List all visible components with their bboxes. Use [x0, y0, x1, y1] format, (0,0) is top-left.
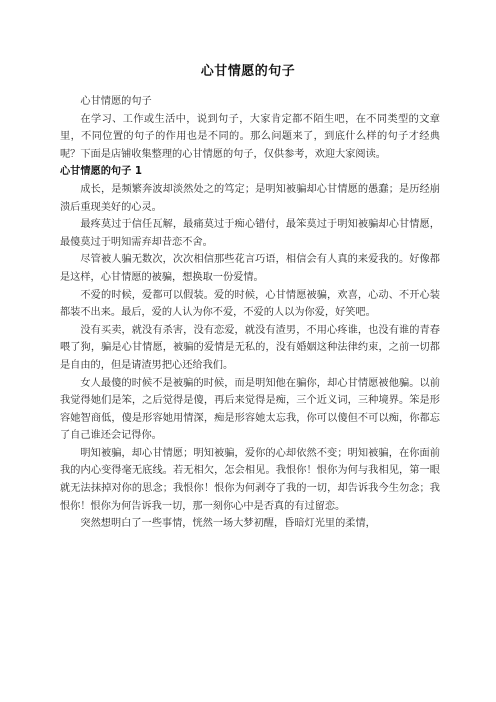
intro-paragraph: 在学习、工作或生活中，说到句子，大家肯定都不陌生吧，在不同类型的文章里，不同位置的句子的作用也是不同的。那么问题来了，到底什么样的句子才经典呢？下面是店铺收集整理的心甘情愿的句子，仅供参考，欢迎大家阅读。 — [60, 113, 440, 160]
paragraph: 突然想明白了一些事情，恍然一场大梦初醒，昏暗灯光里的柔情， — [80, 518, 376, 530]
paragraph: 不爱的时候，爱都可以假装。爱的时候，心甘情愿被骗，欢喜，心动、不开心装都装不出来。最后，爱的人认为你不爱，不爱的人以为你爱，好笑吧。 — [60, 289, 440, 319]
subtitle: 心甘情愿的句子 — [80, 96, 152, 107]
paragraph: 女人最傻的时候不是被骗的时候，而是明知他在骗你，却心甘情愿被他骗。以前我觉得她们是笨，之后觉得是傻，再后来觉得是痴，三个近义词，三种境界。笨是形容她智商低，傻是形容她用情深，痴是形容她太忘我，你可以傻但不可以痴，你都忘了自己谁还会记得你。 — [60, 377, 440, 442]
paragraph: 最疼莫过于信任瓦解，最痛莫过于痴心错付，最笨莫过于明知被骗却心甘情愿，最傻莫过于明知需弃却昔恋不舍。 — [60, 219, 440, 248]
paragraph: 明知被骗，却心甘情愿；明知被骗，爱你的心却依然不变；明知被骗，在你面前我的内心变得毫无底线。若无相欠，怎会相见。我恨你！恨你为何与我相见，第一眼就无法抹掉对你的思念；我恨你！恨你为何剥夺了我的一切，却告诉我今生勿念；我恨你！恨你为何告诉我一切，那一刻你心中是否真的有过留恋。 — [60, 447, 440, 512]
document-body — [60, 93, 440, 533]
section-heading: 心甘情愿的句子 1 — [60, 166, 142, 178]
paragraph: 没有买卖，就没有杀害，没有恋爱，就没有渣男，不用心疼谁，也没有谁的青春喂了狗，骗是心甘情愿，被骗的爱情是无私的，没有婚姻这种法律约束，之前一切都是自由的，但是请渣男把心还给我们。 — [60, 324, 440, 371]
paragraph: 成长，是频繁奔波却淡然处之的笃定；是明知被骗却心甘情愿的愚蠢；是历经崩溃后重现美好的心灵。 — [60, 183, 440, 213]
paragraph: 尽管被人骗无数次，次次相信那些花言巧语，相信会有人真的来爱我的。好像都是这样，心甘情愿的被骗，想换取一份爱情。 — [60, 254, 440, 283]
page-title: 心甘情愿的句子 — [200, 64, 296, 79]
